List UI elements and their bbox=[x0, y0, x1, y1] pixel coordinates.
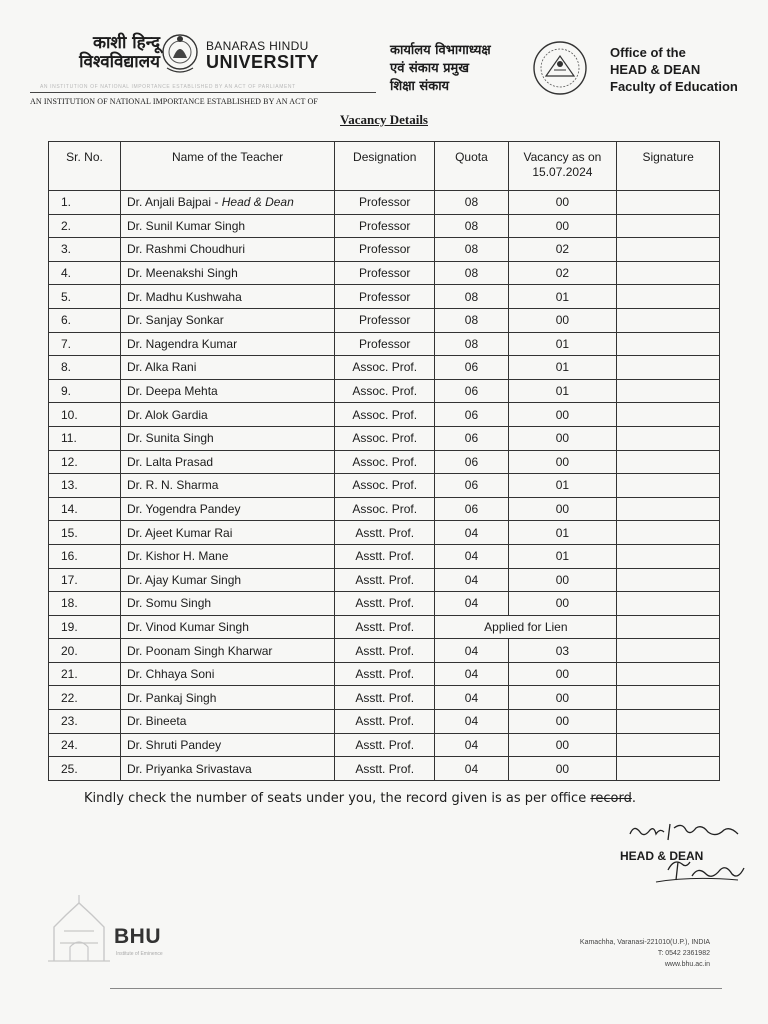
cell-signature bbox=[617, 285, 720, 309]
cell-designation: Asstt. Prof. bbox=[335, 710, 435, 734]
cell-teacher-name bbox=[121, 662, 335, 686]
table-row bbox=[49, 592, 720, 616]
cell-quota: 04 bbox=[435, 733, 508, 757]
cell-designation: Asstt. Prof. bbox=[335, 521, 435, 545]
cell-designation: Assoc. Prof. bbox=[335, 379, 435, 403]
cell-signature bbox=[617, 332, 720, 356]
cell-sr-no: 21. bbox=[49, 662, 121, 686]
cell-signature bbox=[617, 592, 720, 616]
table-row bbox=[49, 710, 720, 734]
cell-signature bbox=[617, 238, 720, 262]
cell-designation: Professor bbox=[335, 308, 435, 332]
cell-vacancy: 00 bbox=[508, 757, 617, 781]
cell-vacancy: 00 bbox=[508, 191, 617, 215]
cell-teacher-name bbox=[121, 733, 335, 757]
teacher-name-text: Dr. Rashmi Choudhuri bbox=[127, 242, 246, 257]
cell-signature bbox=[617, 733, 720, 757]
table-row bbox=[49, 285, 720, 309]
cell-designation: Assoc. Prof. bbox=[335, 426, 435, 450]
cell-signature bbox=[617, 191, 720, 215]
cell-designation: Asstt. Prof. bbox=[335, 686, 435, 710]
cell-sr-no: 2. bbox=[49, 214, 121, 238]
table-row bbox=[49, 544, 720, 568]
cell-signature bbox=[617, 710, 720, 734]
cell-vacancy: 01 bbox=[508, 474, 617, 498]
cell-quota: 08 bbox=[435, 285, 508, 309]
teacher-name-text: Dr. R. N. Sharma bbox=[127, 478, 219, 493]
note-struck-word: record bbox=[590, 791, 632, 806]
cell-sr-no: 25. bbox=[49, 757, 121, 781]
cell-sr-no: 16. bbox=[49, 544, 121, 568]
teacher-name-text: Dr. Alok Gardia bbox=[127, 407, 208, 422]
teacher-name-text: Dr. Yogendra Pandey bbox=[127, 502, 241, 517]
cell-teacher-name bbox=[121, 332, 335, 356]
cell-teacher-name bbox=[121, 285, 335, 309]
table-row bbox=[49, 521, 720, 545]
cell-quota: 06 bbox=[435, 450, 508, 474]
table-row bbox=[49, 757, 720, 781]
cell-teacher-name bbox=[121, 568, 335, 592]
cell-vacancy: 00 bbox=[508, 710, 617, 734]
cell-sr-no: 9. bbox=[49, 379, 121, 403]
cell-sr-no: 7. bbox=[49, 332, 121, 356]
table-row bbox=[49, 686, 720, 710]
cell-quota: 04 bbox=[435, 639, 508, 663]
cell-quota: 04 bbox=[435, 710, 508, 734]
table-body bbox=[49, 191, 720, 781]
cell-teacher-name bbox=[121, 308, 335, 332]
cell-sr-no: 18. bbox=[49, 592, 121, 616]
cell-teacher-name bbox=[121, 450, 335, 474]
cell-designation: Asstt. Prof. bbox=[335, 733, 435, 757]
teacher-name-text: Dr. Poonam Singh Kharwar bbox=[127, 643, 273, 658]
table-row bbox=[49, 662, 720, 686]
table-row bbox=[49, 733, 720, 757]
cell-teacher-name bbox=[121, 686, 335, 710]
cell-designation: Asstt. Prof. bbox=[335, 568, 435, 592]
cell-designation: Assoc. Prof. bbox=[335, 474, 435, 498]
table-row bbox=[49, 450, 720, 474]
header-teacher-name: Name of the Teacher bbox=[121, 142, 335, 191]
table-row bbox=[49, 497, 720, 521]
cell-quota: 06 bbox=[435, 356, 508, 380]
teacher-name-text: Dr. Shruti Pandey bbox=[127, 737, 222, 752]
teacher-name-text: Dr. Ajay Kumar Singh bbox=[127, 572, 242, 587]
teacher-name-text: Dr. Vinod Kumar Singh bbox=[127, 619, 249, 634]
cell-designation: Asstt. Prof. bbox=[335, 662, 435, 686]
cell-sr-no: 15. bbox=[49, 521, 121, 545]
cell-teacher-name bbox=[121, 356, 335, 380]
cell-signature bbox=[617, 308, 720, 332]
table-row bbox=[49, 639, 720, 663]
cell-quota: 08 bbox=[435, 308, 508, 332]
cell-vacancy: 00 bbox=[508, 733, 617, 757]
cell-teacher-name bbox=[121, 261, 335, 285]
cell-signature bbox=[617, 757, 720, 781]
cell-vacancy: 01 bbox=[508, 544, 617, 568]
cell-signature bbox=[617, 426, 720, 450]
cell-signature bbox=[617, 615, 720, 639]
cell-quota: 04 bbox=[435, 544, 508, 568]
teacher-name-text: Dr. Sanjay Sonkar bbox=[127, 313, 224, 328]
cell-designation: Assoc. Prof. bbox=[335, 450, 435, 474]
hindi-office-line3: शिक्षा संकाय bbox=[390, 79, 450, 94]
cell-quota: 08 bbox=[435, 214, 508, 238]
cell-signature bbox=[617, 662, 720, 686]
header-vacancy-line1: Vacancy as on bbox=[523, 150, 602, 164]
cell-vacancy: 00 bbox=[508, 568, 617, 592]
table-row bbox=[49, 568, 720, 592]
header-quota: Quota bbox=[435, 142, 508, 191]
cell-quota: 04 bbox=[435, 757, 508, 781]
address-line3: www.bhu.ac.in bbox=[664, 961, 710, 968]
header-rule bbox=[30, 92, 376, 93]
university-emblem-icon bbox=[159, 30, 201, 76]
english-name-line1: BANARAS HINDU bbox=[206, 39, 309, 53]
cell-sr-no: 23. bbox=[49, 710, 121, 734]
cell-signature bbox=[617, 403, 720, 427]
cell-quota: 08 bbox=[435, 191, 508, 215]
footer-address bbox=[500, 937, 710, 970]
cell-signature bbox=[617, 497, 720, 521]
cell-sr-no: 11. bbox=[49, 426, 121, 450]
bhu-tagline: Institute of Eminence bbox=[116, 951, 163, 957]
office-line3: Faculty of Education bbox=[610, 79, 738, 94]
office-hindi-title bbox=[390, 42, 491, 96]
cell-vacancy: 00 bbox=[508, 662, 617, 686]
institution-line: AN INSTITUTION OF NATIONAL IMPORTANCE ESTABLISHED BY AN ACT OF bbox=[30, 97, 318, 106]
office-line1: Office of the bbox=[610, 45, 686, 60]
table-row bbox=[49, 379, 720, 403]
table-row bbox=[49, 214, 720, 238]
teacher-name-text: Dr. Sunil Kumar Singh bbox=[127, 218, 246, 233]
office-english-title bbox=[610, 44, 738, 95]
table-row bbox=[49, 191, 720, 215]
cell-designation: Professor bbox=[335, 191, 435, 215]
address-line1: Kamachha, Varanasi-221010(U.P.), INDIA bbox=[579, 939, 710, 946]
cell-sr-no: 22. bbox=[49, 686, 121, 710]
cell-designation: Asstt. Prof. bbox=[335, 639, 435, 663]
cell-quota: 06 bbox=[435, 379, 508, 403]
cell-applied-for-lien: Applied for Lien bbox=[435, 615, 617, 639]
cell-vacancy: 00 bbox=[508, 497, 617, 521]
cell-teacher-name bbox=[121, 403, 335, 427]
faint-institution-line: AN INSTITUTION OF NATIONAL IMPORTANCE ESTABLISHED BY AN ACT OF PARLIAMENT bbox=[40, 84, 296, 90]
cell-teacher-name bbox=[121, 592, 335, 616]
note-end: . bbox=[631, 791, 636, 806]
cell-signature bbox=[617, 261, 720, 285]
cell-signature bbox=[617, 356, 720, 380]
cell-teacher-name bbox=[121, 639, 335, 663]
teacher-name-text: Dr. Alka Rani bbox=[127, 360, 197, 375]
teacher-name-text: Dr. Pankaj Singh bbox=[127, 690, 217, 705]
table-row bbox=[49, 474, 720, 498]
cell-designation: Assoc. Prof. bbox=[335, 497, 435, 521]
teacher-name-text: Dr. Meenakshi Singh bbox=[127, 266, 238, 281]
cell-sr-no: 13. bbox=[49, 474, 121, 498]
page-title-text: Vacancy Details bbox=[340, 112, 428, 127]
hindi-name-line1: काशी हिन्दू bbox=[92, 33, 160, 53]
cell-designation: Asstt. Prof. bbox=[335, 757, 435, 781]
cell-teacher-name bbox=[121, 238, 335, 262]
cell-sr-no: 1. bbox=[49, 191, 121, 215]
english-name-line2: UNIVERSITY bbox=[206, 52, 320, 72]
cell-signature bbox=[617, 379, 720, 403]
teacher-name-text: Dr. Somu Singh bbox=[127, 596, 212, 611]
teacher-name-text: Dr. Sunita Singh bbox=[127, 431, 214, 446]
cell-vacancy: 01 bbox=[508, 332, 617, 356]
cell-sr-no: 12. bbox=[49, 450, 121, 474]
cell-sr-no: 4. bbox=[49, 261, 121, 285]
cell-quota: 06 bbox=[435, 474, 508, 498]
cell-sr-no: 17. bbox=[49, 568, 121, 592]
cell-teacher-name bbox=[121, 191, 335, 215]
teacher-name-text: Dr. Anjali Bajpai - bbox=[127, 195, 222, 210]
table-row bbox=[49, 426, 720, 450]
cell-vacancy: 00 bbox=[508, 403, 617, 427]
hindi-office-line1: कार्यालय विभागाध्यक्ष bbox=[390, 43, 491, 58]
header-signature: Signature bbox=[617, 142, 720, 191]
cell-signature bbox=[617, 474, 720, 498]
cell-vacancy: 00 bbox=[508, 450, 617, 474]
instruction-note bbox=[84, 791, 636, 806]
cell-signature bbox=[617, 544, 720, 568]
teacher-name-text: Dr. Chhaya Soni bbox=[127, 667, 215, 682]
cell-signature bbox=[617, 568, 720, 592]
hindi-name-line2: विश्वविद्यालय bbox=[79, 52, 160, 72]
cell-vacancy: 02 bbox=[508, 261, 617, 285]
cell-designation: Professor bbox=[335, 238, 435, 262]
cell-sr-no: 24. bbox=[49, 733, 121, 757]
cell-teacher-name bbox=[121, 379, 335, 403]
cell-quota: 04 bbox=[435, 521, 508, 545]
cell-designation: Professor bbox=[335, 285, 435, 309]
head-dean-label: HEAD & DEAN bbox=[620, 849, 704, 863]
university-hindi-name bbox=[30, 34, 160, 72]
cell-teacher-name bbox=[121, 615, 335, 639]
cell-quota: 04 bbox=[435, 592, 508, 616]
table-row bbox=[49, 403, 720, 427]
cell-quota: 06 bbox=[435, 403, 508, 427]
cell-signature bbox=[617, 686, 720, 710]
cell-quota: 08 bbox=[435, 261, 508, 285]
cell-sr-no: 6. bbox=[49, 308, 121, 332]
cell-sr-no: 19. bbox=[49, 615, 121, 639]
cell-vacancy: 00 bbox=[508, 214, 617, 238]
cell-quota: 04 bbox=[435, 686, 508, 710]
cell-vacancy: 00 bbox=[508, 426, 617, 450]
teacher-name-text: Dr. Priyanka Srivastava bbox=[127, 761, 252, 776]
table-row bbox=[49, 238, 720, 262]
header-sr-no: Sr. No. bbox=[49, 142, 121, 191]
cell-vacancy: 00 bbox=[508, 592, 617, 616]
cell-vacancy: 00 bbox=[508, 308, 617, 332]
cell-teacher-name bbox=[121, 757, 335, 781]
cell-teacher-name bbox=[121, 497, 335, 521]
teacher-name-text: Dr. Lalta Prasad bbox=[127, 454, 214, 469]
cell-quota: 04 bbox=[435, 662, 508, 686]
faculty-seal-icon bbox=[528, 38, 592, 98]
table-row bbox=[49, 261, 720, 285]
note-text: Kindly check the number of seats under you, the record given is as per office bbox=[84, 791, 591, 806]
cell-sr-no: 8. bbox=[49, 356, 121, 380]
bhu-logo-text: BHU bbox=[114, 925, 161, 948]
cell-designation: Professor bbox=[335, 261, 435, 285]
table-row bbox=[49, 332, 720, 356]
cell-designation: Professor bbox=[335, 332, 435, 356]
cell-designation: Asstt. Prof. bbox=[335, 544, 435, 568]
page-title bbox=[0, 112, 768, 128]
cell-quota: 06 bbox=[435, 497, 508, 521]
teacher-name-text: Dr. Madhu Kushwaha bbox=[127, 289, 242, 304]
cell-teacher-name bbox=[121, 474, 335, 498]
cell-vacancy: 01 bbox=[508, 356, 617, 380]
cell-vacancy: 02 bbox=[508, 238, 617, 262]
teacher-name-text: Dr. Deepa Mehta bbox=[127, 384, 218, 399]
table-row bbox=[49, 615, 720, 639]
cell-teacher-name bbox=[121, 426, 335, 450]
university-english-name bbox=[206, 38, 319, 70]
cell-signature bbox=[617, 214, 720, 238]
vacancy-table bbox=[48, 141, 720, 781]
table-row bbox=[49, 308, 720, 332]
table-row bbox=[49, 356, 720, 380]
cell-signature bbox=[617, 450, 720, 474]
header-designation: Designation bbox=[335, 142, 435, 191]
cell-sr-no: 5. bbox=[49, 285, 121, 309]
office-line2: HEAD & DEAN bbox=[610, 62, 701, 77]
cell-teacher-name bbox=[121, 544, 335, 568]
hindi-office-line2: एवं संकाय प्रमुख bbox=[390, 61, 469, 76]
header-vacancy bbox=[508, 142, 617, 191]
cell-sr-no: 3. bbox=[49, 238, 121, 262]
cell-sr-no: 10. bbox=[49, 403, 121, 427]
cell-designation: Asstt. Prof. bbox=[335, 615, 435, 639]
cell-designation: Professor bbox=[335, 214, 435, 238]
teacher-name-text: Dr. Bineeta bbox=[127, 714, 187, 729]
cell-vacancy: 01 bbox=[508, 521, 617, 545]
cell-sr-no: 14. bbox=[49, 497, 121, 521]
cell-teacher-name bbox=[121, 710, 335, 734]
bhu-building-logo-icon bbox=[44, 891, 114, 967]
teacher-name-text: Dr. Kishor H. Mane bbox=[127, 549, 229, 564]
cell-teacher-name bbox=[121, 521, 335, 545]
teacher-name-text: Dr. Ajeet Kumar Rai bbox=[127, 525, 233, 540]
teacher-role-text: Head & Dean bbox=[221, 195, 294, 210]
cell-quota: 08 bbox=[435, 332, 508, 356]
cell-quota: 08 bbox=[435, 238, 508, 262]
header-vacancy-line2: 15.07.2024 bbox=[532, 165, 593, 179]
cell-designation: Asstt. Prof. bbox=[335, 592, 435, 616]
cell-designation: Assoc. Prof. bbox=[335, 403, 435, 427]
cell-signature bbox=[617, 521, 720, 545]
teacher-name-text: Dr. Nagendra Kumar bbox=[127, 336, 238, 351]
cell-vacancy: 00 bbox=[508, 686, 617, 710]
cell-vacancy: 03 bbox=[508, 639, 617, 663]
address-line2: T: 0542 2361982 bbox=[657, 950, 710, 957]
cell-quota: 04 bbox=[435, 568, 508, 592]
cell-sr-no: 20. bbox=[49, 639, 121, 663]
table-header-row bbox=[49, 142, 720, 191]
cell-quota: 06 bbox=[435, 426, 508, 450]
cell-designation: Assoc. Prof. bbox=[335, 356, 435, 380]
cell-vacancy: 01 bbox=[508, 379, 617, 403]
cell-teacher-name bbox=[121, 214, 335, 238]
cell-vacancy: 01 bbox=[508, 285, 617, 309]
footer-rule bbox=[110, 988, 722, 989]
cell-signature bbox=[617, 639, 720, 663]
